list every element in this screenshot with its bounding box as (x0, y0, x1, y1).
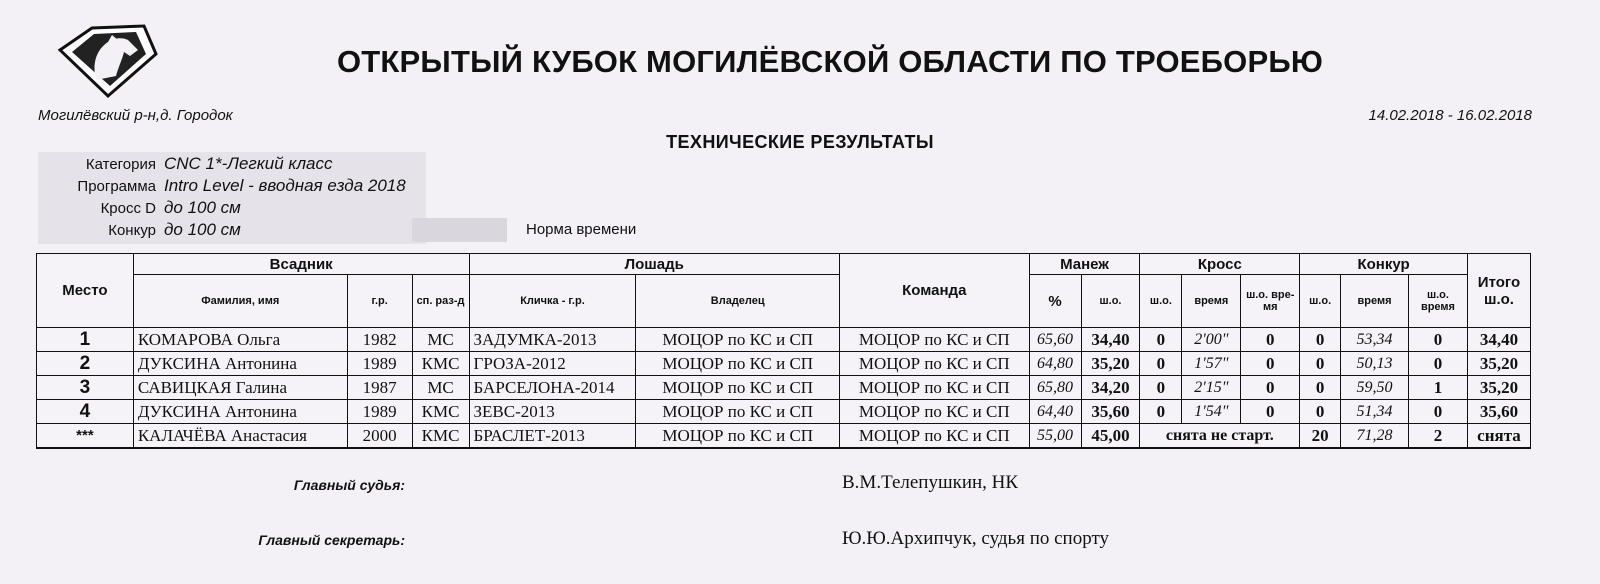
subheader-cross-time-pen: ш.о. вре-мя (1241, 275, 1300, 328)
cell-pct: 64,40 (1029, 400, 1081, 424)
header-cross: Кросс (1140, 254, 1300, 275)
header-jumping: Конкур (1300, 254, 1468, 275)
cell-rider-name: САВИЦКАЯ Галина (133, 376, 347, 400)
cell-year: 1989 (347, 352, 412, 376)
table-row (37, 376, 1531, 400)
cell-place: 3 (37, 376, 134, 400)
info-value: до 100 см (164, 220, 241, 239)
cell-horse: БАРСЕЛОНА-2014 (469, 376, 636, 400)
cell-horse: БРАСЛЕТ-2013 (469, 424, 636, 449)
header-place: Место (37, 254, 134, 328)
header-team: Команда (839, 254, 1029, 328)
cell-rank: КМС (412, 352, 469, 376)
cell-horse: ГРОЗА-2012 (469, 352, 636, 376)
horse-head-logo-icon (52, 20, 162, 100)
info-value: CNC 1*-Легкий класс (164, 154, 333, 173)
header-total: Итого ш.о. (1467, 254, 1530, 328)
cell-cross-time: 2'00" (1182, 328, 1241, 352)
cell-year: 2000 (347, 424, 412, 449)
cell-owner: МОЦОР по КС и СП (636, 352, 840, 376)
subheader-horse-name: Кличка - г.р. (469, 275, 636, 328)
cell-jump-time-pen: 0 (1409, 400, 1468, 424)
subheader-dressage-pen: ш.о. (1081, 275, 1140, 328)
cell-jump-time-pen: 0 (1409, 352, 1468, 376)
info-row-cross (38, 198, 426, 220)
cell-dressage-pen: 34,20 (1081, 376, 1140, 400)
cell-cross-status: снята не старт. (1140, 424, 1300, 449)
chief-judge-label: Главный судья: (293, 477, 405, 493)
cell-jump-time: 71,28 (1341, 424, 1409, 449)
cell-cross-time-pen: 0 (1241, 328, 1300, 352)
cell-cross-pen: 0 (1140, 328, 1182, 352)
cell-pct: 65,60 (1029, 328, 1081, 352)
cell-owner: МОЦОР по КС и СП (636, 376, 840, 400)
cell-jump-time: 50,13 (1341, 352, 1409, 376)
cell-cross-time-pen: 0 (1241, 376, 1300, 400)
secretary-name: Ю.Ю.Архипчук, судья по спорту (842, 528, 1110, 549)
event-dates: 14.02.2018 - 16.02.2018 (1368, 107, 1532, 124)
header-dressage: Манеж (1029, 254, 1140, 275)
cell-dressage-pen: 35,20 (1081, 352, 1140, 376)
cell-jump-pen: 0 (1300, 352, 1341, 376)
subheader-jump-time: время (1341, 275, 1409, 328)
cell-total: 35,60 (1467, 400, 1530, 424)
info-label: Кросс D (100, 200, 156, 217)
cell-total: 35,20 (1467, 376, 1530, 400)
cell-rank: МС (412, 376, 469, 400)
cell-cross-time-pen: 0 (1241, 400, 1300, 424)
subheader-year: г.р. (347, 275, 412, 328)
header-horse: Лошадь (469, 254, 839, 275)
competition-info (38, 152, 426, 244)
info-row-program (38, 176, 426, 198)
cell-rank: КМС (412, 424, 469, 449)
cell-team: МОЦОР по КС и СП (839, 424, 1029, 449)
cell-jump-time: 51,34 (1341, 400, 1409, 424)
info-row-jumping (38, 220, 426, 242)
cell-rank: МС (412, 328, 469, 352)
cell-place: 4 (37, 400, 134, 424)
cell-jump-time-pen: 2 (1409, 424, 1468, 449)
subheader-rank: сп. раз-д (412, 275, 469, 328)
chief-judge-name: В.М.Телепушкин, НК (842, 472, 1019, 493)
cell-cross-pen: 0 (1140, 352, 1182, 376)
subheader-name: Фамилия, имя (133, 275, 347, 328)
info-label: Конкур (108, 222, 156, 239)
subheader-pct: % (1029, 275, 1081, 328)
cell-dressage-pen: 45,00 (1081, 424, 1140, 449)
cell-jump-time: 53,34 (1341, 328, 1409, 352)
subheader-owner: Владелец (636, 275, 840, 328)
cell-total: 35,20 (1467, 352, 1530, 376)
cell-year: 1987 (347, 376, 412, 400)
cell-owner: МОЦОР по КС и СП (636, 328, 840, 352)
cell-jump-pen: 20 (1300, 424, 1341, 449)
secretary-label: Главный секретарь: (258, 532, 405, 548)
cell-rank: КМС (412, 400, 469, 424)
cell-jump-pen: 0 (1300, 400, 1341, 424)
cell-cross-pen: 0 (1140, 400, 1182, 424)
info-value: до 100 см (164, 198, 241, 217)
cell-year: 1989 (347, 400, 412, 424)
cell-pct: 64,80 (1029, 352, 1081, 376)
time-norm-label: Норма времени (526, 221, 637, 238)
cell-cross-time: 1'57" (1182, 352, 1241, 376)
time-norm-shade (412, 218, 507, 242)
cell-total: снята (1467, 424, 1530, 449)
cell-cross-pen: 0 (1140, 376, 1182, 400)
header-rider: Всадник (133, 254, 469, 275)
subheader-cross-pen: ш.о. (1140, 275, 1182, 328)
cell-owner: МОЦОР по КС и СП (636, 424, 840, 449)
info-row-category (38, 154, 426, 176)
cell-cross-time: 1'54" (1182, 400, 1241, 424)
cell-pct: 55,00 (1029, 424, 1081, 449)
cell-place: 2 (37, 352, 134, 376)
cell-owner: МОЦОР по КС и СП (636, 400, 840, 424)
subheader-jump-time-pen: ш.о. время (1409, 275, 1468, 328)
cell-team: МОЦОР по КС и СП (839, 352, 1029, 376)
subheader-cross-time: время (1182, 275, 1241, 328)
cell-rider-name: КАЛАЧЁВА Анастасия (133, 424, 347, 449)
cell-place: *** (37, 424, 134, 449)
location: Могилёвский р-н,д. Городок (38, 107, 233, 124)
document-subtitle: ТЕХНИЧЕСКИЕ РЕЗУЛЬТАТЫ (666, 132, 934, 152)
cell-total: 34,40 (1467, 328, 1530, 352)
table-row (37, 328, 1531, 352)
cell-horse: ЗАДУМКА-2013 (469, 328, 636, 352)
cell-dressage-pen: 34,40 (1081, 328, 1140, 352)
cell-dressage-pen: 35,60 (1081, 400, 1140, 424)
cell-cross-time-pen: 0 (1241, 352, 1300, 376)
cell-jump-pen: 0 (1300, 376, 1341, 400)
cell-jump-time-pen: 0 (1409, 328, 1468, 352)
cell-rider-name: ДУКСИНА Антонина (133, 400, 347, 424)
info-value: Intro Level - вводная езда 2018 (164, 176, 406, 195)
page-title: ОТКРЫТЫЙ КУБОК МОГИЛЁВСКОЙ ОБЛАСТИ ПО ТРОЕБОРЬЮ (336, 44, 1324, 79)
cell-rider-name: ДУКСИНА Антонина (133, 352, 347, 376)
cell-horse: ЗЕВС-2013 (469, 400, 636, 424)
cell-team: МОЦОР по КС и СП (839, 376, 1029, 400)
table-row (37, 352, 1531, 376)
cell-team: МОЦОР по КС и СП (839, 400, 1029, 424)
cell-jump-time: 59,50 (1341, 376, 1409, 400)
cell-pct: 65,80 (1029, 376, 1081, 400)
cell-cross-time: 2'15" (1182, 376, 1241, 400)
cell-place: 1 (37, 328, 134, 352)
table-row (37, 400, 1531, 424)
info-label: Категория (85, 156, 156, 173)
cell-rider-name: КОМАРОВА Ольга (133, 328, 347, 352)
cell-team: МОЦОР по КС и СП (839, 328, 1029, 352)
table-row (37, 424, 1531, 449)
cell-year: 1982 (347, 328, 412, 352)
info-label: Программа (77, 178, 156, 195)
subheader-jump-pen: ш.о. (1300, 275, 1341, 328)
cell-jump-pen: 0 (1300, 328, 1341, 352)
cell-jump-time-pen: 1 (1409, 376, 1468, 400)
results-table (36, 253, 1531, 449)
